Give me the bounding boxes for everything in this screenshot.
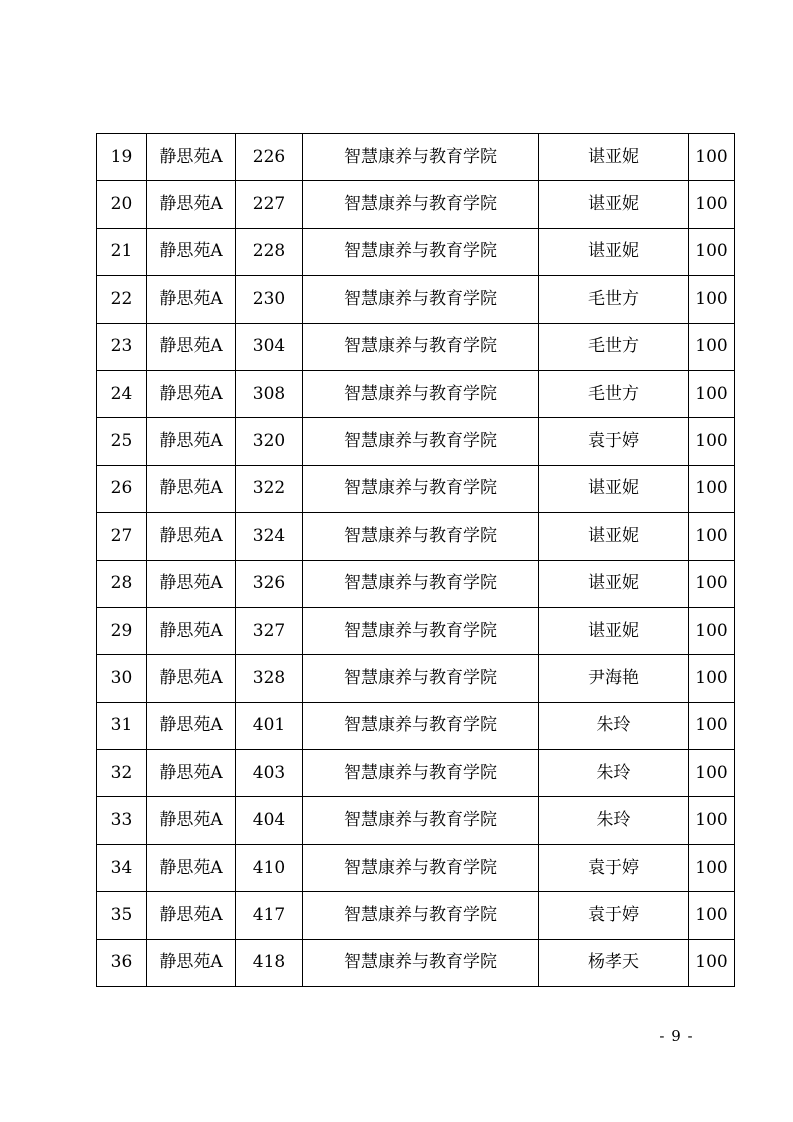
cell-counselor: 毛世方 — [539, 323, 689, 370]
cell-room: 227 — [236, 181, 303, 228]
cell-room: 403 — [236, 750, 303, 797]
cell-college: 智慧康养与教育学院 — [303, 418, 539, 465]
cell-score: 100 — [689, 702, 735, 749]
cell-number: 25 — [97, 418, 147, 465]
cell-building: 静思苑A — [147, 844, 236, 891]
cell-score: 100 — [689, 134, 735, 181]
cell-college: 智慧康养与教育学院 — [303, 513, 539, 560]
cell-counselor: 谌亚妮 — [539, 465, 689, 512]
cell-number: 28 — [97, 560, 147, 607]
cell-counselor: 谌亚妮 — [539, 134, 689, 181]
cell-counselor: 谌亚妮 — [539, 181, 689, 228]
cell-building: 静思苑A — [147, 370, 236, 417]
page-number — [0, 1027, 793, 1045]
cell-number: 33 — [97, 797, 147, 844]
cell-building: 静思苑A — [147, 797, 236, 844]
cell-number: 36 — [97, 939, 147, 986]
cell-college: 智慧康养与教育学院 — [303, 607, 539, 654]
cell-room: 327 — [236, 607, 303, 654]
cell-college: 智慧康养与教育学院 — [303, 702, 539, 749]
cell-room: 304 — [236, 323, 303, 370]
cell-college: 智慧康养与教育学院 — [303, 750, 539, 797]
cell-counselor: 尹海艳 — [539, 655, 689, 702]
cell-college: 智慧康养与教育学院 — [303, 323, 539, 370]
cell-number: 30 — [97, 655, 147, 702]
cell-building: 静思苑A — [147, 513, 236, 560]
cell-building: 静思苑A — [147, 655, 236, 702]
table-row — [97, 607, 735, 654]
cell-room: 418 — [236, 939, 303, 986]
cell-college: 智慧康养与教育学院 — [303, 276, 539, 323]
cell-number: 26 — [97, 465, 147, 512]
cell-counselor: 朱玲 — [539, 797, 689, 844]
cell-counselor: 朱玲 — [539, 750, 689, 797]
cell-number: 27 — [97, 513, 147, 560]
cell-score: 100 — [689, 276, 735, 323]
table-row — [97, 276, 735, 323]
cell-building: 静思苑A — [147, 465, 236, 512]
cell-college: 智慧康养与教育学院 — [303, 181, 539, 228]
cell-building: 静思苑A — [147, 228, 236, 275]
cell-score: 100 — [689, 844, 735, 891]
cell-score: 100 — [689, 892, 735, 939]
cell-college: 智慧康养与教育学院 — [303, 797, 539, 844]
cell-counselor: 袁于婷 — [539, 844, 689, 891]
table-row — [97, 702, 735, 749]
cell-number: 24 — [97, 370, 147, 417]
table-body — [97, 134, 735, 987]
cell-counselor: 杨孝天 — [539, 939, 689, 986]
table-row — [97, 513, 735, 560]
cell-college: 智慧康养与教育学院 — [303, 655, 539, 702]
cell-room: 324 — [236, 513, 303, 560]
cell-college: 智慧康养与教育学院 — [303, 465, 539, 512]
cell-room: 417 — [236, 892, 303, 939]
cell-number: 21 — [97, 228, 147, 275]
cell-college: 智慧康养与教育学院 — [303, 844, 539, 891]
cell-number: 29 — [97, 607, 147, 654]
cell-building: 静思苑A — [147, 939, 236, 986]
cell-counselor: 毛世方 — [539, 276, 689, 323]
cell-score: 100 — [689, 465, 735, 512]
table-row — [97, 750, 735, 797]
table-row — [97, 560, 735, 607]
table-row — [97, 228, 735, 275]
cell-building: 静思苑A — [147, 892, 236, 939]
cell-college: 智慧康养与教育学院 — [303, 134, 539, 181]
cell-college: 智慧康养与教育学院 — [303, 939, 539, 986]
cell-college: 智慧康养与教育学院 — [303, 892, 539, 939]
cell-number: 35 — [97, 892, 147, 939]
cell-number: 31 — [97, 702, 147, 749]
table-row — [97, 844, 735, 891]
cell-score: 100 — [689, 181, 735, 228]
cell-counselor: 袁于婷 — [539, 892, 689, 939]
table-row — [97, 323, 735, 370]
cell-room: 401 — [236, 702, 303, 749]
cell-room: 230 — [236, 276, 303, 323]
cell-counselor: 谌亚妮 — [539, 228, 689, 275]
cell-score: 100 — [689, 370, 735, 417]
cell-score: 100 — [689, 418, 735, 465]
cell-counselor: 袁于婷 — [539, 418, 689, 465]
cell-college: 智慧康养与教育学院 — [303, 228, 539, 275]
table-row — [97, 797, 735, 844]
cell-room: 328 — [236, 655, 303, 702]
cell-building: 静思苑A — [147, 181, 236, 228]
cell-score: 100 — [689, 607, 735, 654]
cell-score: 100 — [689, 228, 735, 275]
cell-number: 23 — [97, 323, 147, 370]
cell-number: 34 — [97, 844, 147, 891]
cell-score: 100 — [689, 655, 735, 702]
cell-counselor: 朱玲 — [539, 702, 689, 749]
cell-room: 322 — [236, 465, 303, 512]
page-number-text: - 9 - — [659, 1027, 694, 1045]
table-row — [97, 465, 735, 512]
table-row — [97, 892, 735, 939]
cell-building: 静思苑A — [147, 607, 236, 654]
cell-room: 404 — [236, 797, 303, 844]
cell-room: 326 — [236, 560, 303, 607]
cell-room: 228 — [236, 228, 303, 275]
cell-counselor: 谌亚妮 — [539, 513, 689, 560]
cell-college: 智慧康养与教育学院 — [303, 370, 539, 417]
cell-counselor: 毛世方 — [539, 370, 689, 417]
dormitory-score-table — [96, 133, 735, 987]
cell-college: 智慧康养与教育学院 — [303, 560, 539, 607]
table-row — [97, 655, 735, 702]
cell-building: 静思苑A — [147, 560, 236, 607]
cell-room: 320 — [236, 418, 303, 465]
cell-room: 308 — [236, 370, 303, 417]
table-row — [97, 134, 735, 181]
cell-counselor: 谌亚妮 — [539, 607, 689, 654]
cell-building: 静思苑A — [147, 702, 236, 749]
cell-score: 100 — [689, 560, 735, 607]
cell-score: 100 — [689, 513, 735, 560]
cell-building: 静思苑A — [147, 418, 236, 465]
table-row — [97, 418, 735, 465]
cell-building: 静思苑A — [147, 323, 236, 370]
cell-score: 100 — [689, 750, 735, 797]
cell-score: 100 — [689, 797, 735, 844]
cell-building: 静思苑A — [147, 134, 236, 181]
cell-building: 静思苑A — [147, 276, 236, 323]
cell-number: 32 — [97, 750, 147, 797]
cell-score: 100 — [689, 323, 735, 370]
table-row — [97, 939, 735, 986]
cell-counselor: 谌亚妮 — [539, 560, 689, 607]
cell-room: 410 — [236, 844, 303, 891]
cell-building: 静思苑A — [147, 750, 236, 797]
cell-number: 20 — [97, 181, 147, 228]
table-row — [97, 370, 735, 417]
cell-number: 19 — [97, 134, 147, 181]
cell-room: 226 — [236, 134, 303, 181]
cell-number: 22 — [97, 276, 147, 323]
table-row — [97, 181, 735, 228]
cell-score: 100 — [689, 939, 735, 986]
